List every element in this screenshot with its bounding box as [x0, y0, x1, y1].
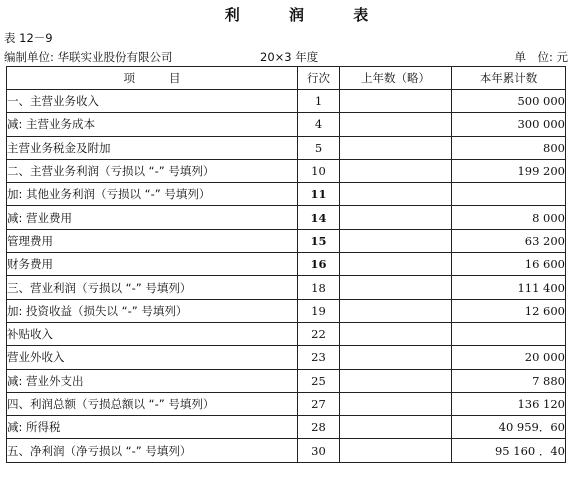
row-curr	[452, 183, 566, 206]
row-curr: 12 600	[452, 299, 566, 322]
row-code: 15	[298, 229, 340, 252]
row-prev	[340, 206, 452, 229]
row-item: 三、营业利润（亏损以 “-” 号填列）	[7, 276, 298, 299]
row-prev	[340, 439, 452, 462]
row-code: 27	[298, 392, 340, 415]
column-header-prev: 上年数（略）	[340, 67, 452, 90]
row-code: 10	[298, 159, 340, 182]
row-prev	[340, 183, 452, 206]
table-row	[7, 322, 566, 345]
row-code: 11	[298, 183, 340, 206]
row-curr: 8 000	[452, 206, 566, 229]
row-prev	[340, 392, 452, 415]
row-prev	[340, 253, 452, 276]
row-item: 减: 营业外支出	[7, 369, 298, 392]
row-code: 22	[298, 322, 340, 345]
report-meta	[4, 49, 568, 65]
row-prev	[340, 369, 452, 392]
income-statement-table	[6, 66, 566, 463]
table-row	[7, 113, 566, 136]
column-header-item: 项目	[7, 67, 298, 90]
row-code: 25	[298, 369, 340, 392]
table-row	[7, 416, 566, 439]
table-number: 表 12－9	[4, 31, 53, 45]
row-curr: 136 120	[452, 392, 566, 415]
row-item: 减: 营业费用	[7, 206, 298, 229]
table-row	[7, 346, 566, 369]
row-item: 一、主营业务收入	[7, 90, 298, 113]
row-curr: 111 400	[452, 276, 566, 299]
row-prev	[340, 159, 452, 182]
row-code: 4	[298, 113, 340, 136]
row-code: 16	[298, 253, 340, 276]
table-row	[7, 369, 566, 392]
row-code: 19	[298, 299, 340, 322]
row-code: 14	[298, 206, 340, 229]
table-row	[7, 229, 566, 252]
row-item: 营业外收入	[7, 346, 298, 369]
row-curr: 500 000	[452, 90, 566, 113]
table-row	[7, 253, 566, 276]
row-curr: 20 000	[452, 346, 566, 369]
row-item: 四、利润总额（亏损总额以 “-” 号填列）	[7, 392, 298, 415]
row-code: 28	[298, 416, 340, 439]
row-curr: 40 959．60	[452, 416, 566, 439]
row-prev	[340, 276, 452, 299]
row-curr: 63 200	[452, 229, 566, 252]
row-code: 5	[298, 136, 340, 159]
table-row	[7, 136, 566, 159]
column-header-code: 行次	[298, 67, 340, 90]
row-curr: 199 200	[452, 159, 566, 182]
report-title: 利 润 表	[224, 6, 391, 24]
row-code: 1	[298, 90, 340, 113]
table-row	[7, 439, 566, 462]
currency-unit: 单 位: 元	[514, 50, 568, 64]
row-prev	[340, 322, 452, 345]
header-row	[7, 67, 566, 90]
row-prev	[340, 113, 452, 136]
row-item: 补贴收入	[7, 322, 298, 345]
fiscal-year: 20×3 年度	[260, 50, 319, 64]
row-item: 加: 投资收益（损失以 “-” 号填列）	[7, 299, 298, 322]
column-header-curr: 本年累计数	[452, 67, 566, 90]
table-row	[7, 183, 566, 206]
table-row	[7, 206, 566, 229]
row-curr: 16 600	[452, 253, 566, 276]
row-item: 减: 主营业务成本	[7, 113, 298, 136]
row-prev	[340, 90, 452, 113]
company-name: 编制单位: 华联实业股份有限公司	[4, 50, 173, 64]
row-prev	[340, 299, 452, 322]
row-curr: 7 880	[452, 369, 566, 392]
table-row	[7, 276, 566, 299]
row-item: 二、主营业务利润（亏损以 “-” 号填列）	[7, 159, 298, 182]
row-curr: 95 160 ．40	[452, 439, 566, 462]
row-curr: 800	[452, 136, 566, 159]
row-curr: 300 000	[452, 113, 566, 136]
row-prev	[340, 346, 452, 369]
row-item: 加: 其他业务利润（亏损以 “-” 号填列）	[7, 183, 298, 206]
row-code: 18	[298, 276, 340, 299]
row-prev	[340, 136, 452, 159]
row-curr	[452, 322, 566, 345]
row-code: 30	[298, 439, 340, 462]
table-row	[7, 159, 566, 182]
table-row	[7, 392, 566, 415]
row-item: 减: 所得税	[7, 416, 298, 439]
row-code: 23	[298, 346, 340, 369]
row-prev	[340, 416, 452, 439]
table-row	[7, 90, 566, 113]
row-item: 管理费用	[7, 229, 298, 252]
row-prev	[340, 229, 452, 252]
row-item: 五、净利润（净亏损以 “-” 号填列）	[7, 439, 298, 462]
row-item: 主营业务税金及附加	[7, 136, 298, 159]
row-item: 财务费用	[7, 253, 298, 276]
table-row	[7, 299, 566, 322]
